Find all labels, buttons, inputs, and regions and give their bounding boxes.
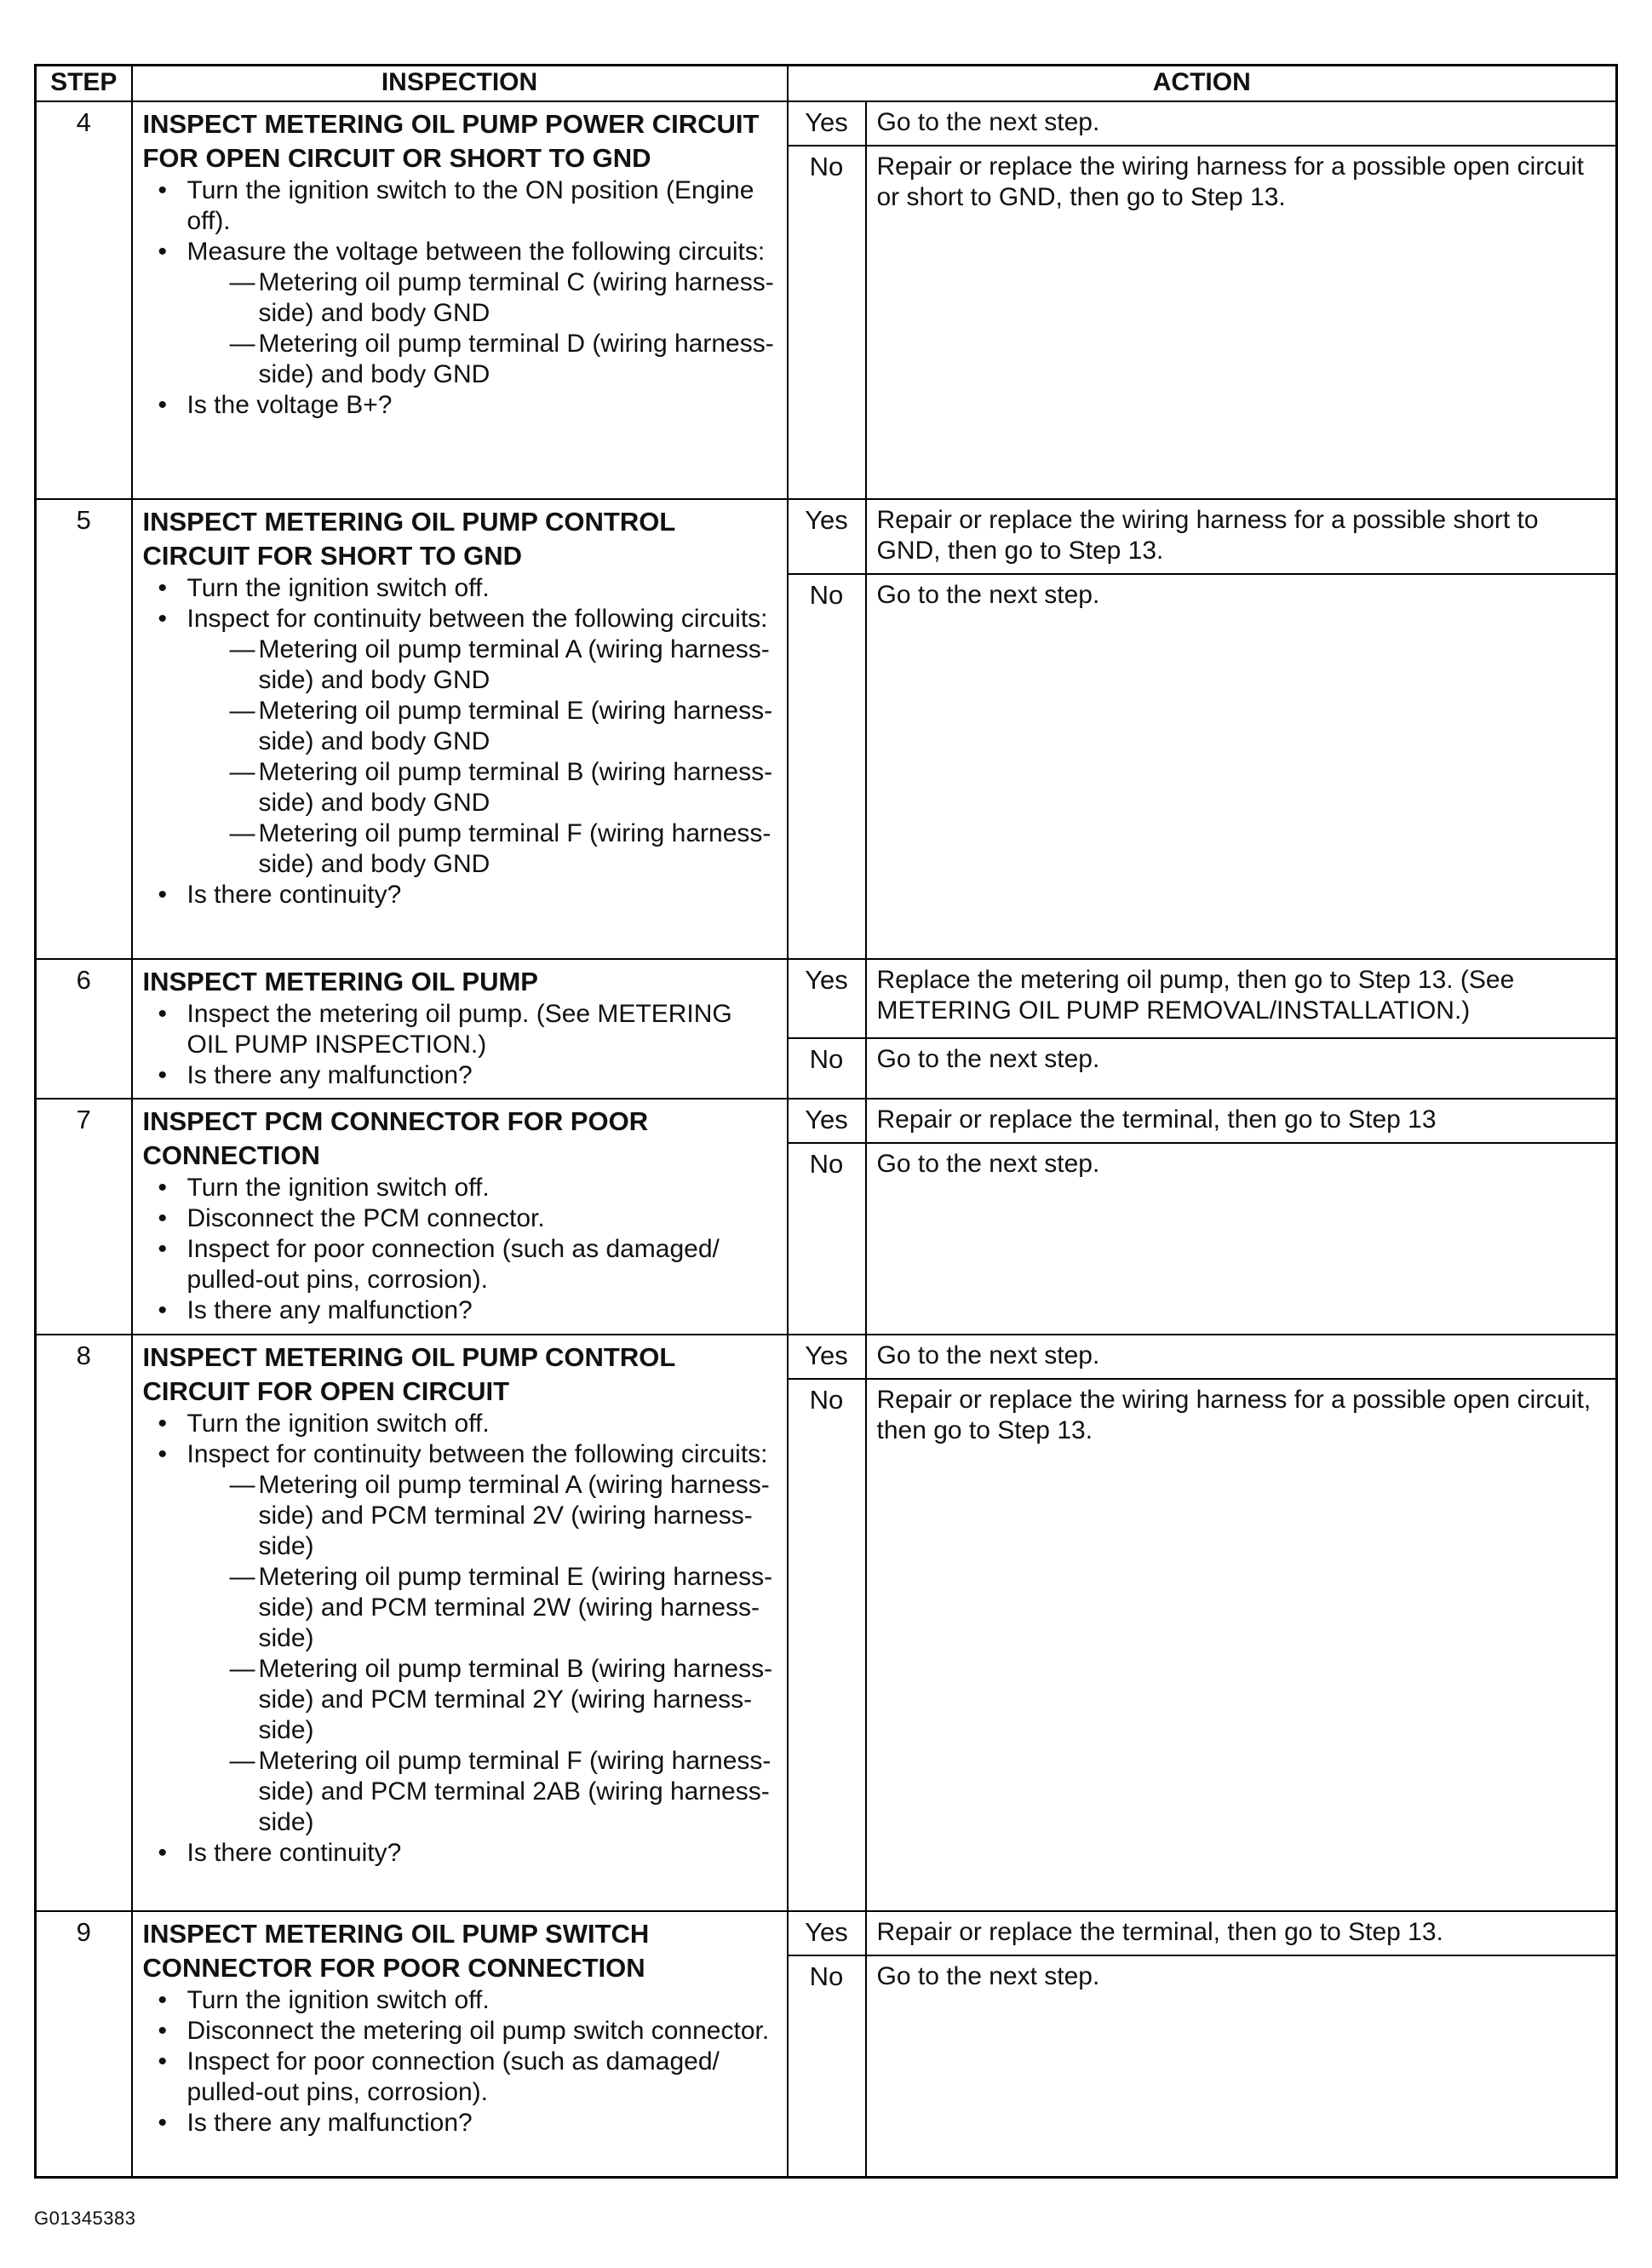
- header-step: STEP: [36, 66, 132, 102]
- check-item: [143, 390, 778, 421]
- check-text: Turn the ignition switch off.: [186, 1410, 490, 1438]
- check-item: [143, 2108, 778, 2139]
- yes-action: Go to the next step.: [866, 101, 1617, 146]
- inspection-title: INSPECT METERING OIL PUMP POWER CIRCUIT FOR OPEN CIRCUIT OR SHORT TO GND: [142, 109, 760, 173]
- step-row: [36, 1911, 1617, 1955]
- check-text: Inspect for poor connection (such as damaged/ pulled-out pins, corrosion).: [186, 2047, 720, 2106]
- step-row: [36, 959, 1617, 1038]
- table-header-row: [36, 66, 1617, 102]
- circuit-item: — Metering oil pump terminal B (wiring harness-side) and body GND: [187, 757, 778, 818]
- no-action: Repair or replace the wiring harness for a possible open circuit or short to GND, then go to Step 13.: [866, 146, 1617, 499]
- check-item: [143, 175, 778, 237]
- check-item: [143, 1985, 778, 2016]
- yes-action: Repair or replace the terminal, then go to Step 13.: [866, 1911, 1617, 1955]
- inspection-cell: [132, 1335, 788, 1911]
- no-label: No: [788, 1143, 866, 1335]
- circuit-item: — Metering oil pump terminal B (wiring harness-side) and PCM terminal 2Y (wiring harness-side): [187, 1654, 778, 1746]
- no-action: Go to the next step.: [866, 1955, 1617, 2177]
- inspection-checklist: [143, 999, 778, 1091]
- check-text: Turn the ignition switch to the ON position (Engine off).: [186, 176, 754, 235]
- check-item: [143, 604, 778, 880]
- yes-label: Yes: [788, 101, 866, 146]
- header-inspection: INSPECTION: [132, 66, 788, 102]
- check-text: Inspect for poor connection (such as damaged/ pulled-out pins, corrosion).: [186, 1235, 720, 1294]
- check-text: Turn the ignition switch off.: [186, 574, 490, 602]
- inspection-title: INSPECT METERING OIL PUMP: [142, 967, 538, 996]
- no-label: No: [788, 1038, 866, 1099]
- inspection-checklist: [143, 1173, 778, 1326]
- check-item: [143, 237, 778, 390]
- circuit-item: — Metering oil pump terminal D (wiring harness-side) and body GND: [187, 329, 778, 390]
- step-number: 9: [36, 1911, 132, 2177]
- no-action: Go to the next step.: [866, 574, 1617, 959]
- step-number: 5: [36, 499, 132, 959]
- diagnostic-table: [34, 64, 1618, 2179]
- figure-code: G01345383: [34, 2208, 136, 2229]
- check-text: Disconnect the PCM connector.: [186, 1204, 545, 1232]
- diagnostic-table-sheet: [34, 64, 1615, 2179]
- check-text: Is there continuity?: [186, 1839, 402, 1867]
- check-item: [143, 2047, 778, 2108]
- inspection-checklist: [143, 175, 778, 421]
- step-number: 7: [36, 1099, 132, 1335]
- no-label: No: [788, 146, 866, 499]
- check-text: Inspect for continuity between the following circuits:: [186, 605, 768, 633]
- step-row: [36, 499, 1617, 574]
- check-text: Turn the ignition switch off.: [186, 1986, 490, 2014]
- check-text: Is the voltage B+?: [186, 391, 393, 419]
- check-item: [143, 1203, 778, 1234]
- circuit-item: — Metering oil pump terminal F (wiring harness-side) and PCM terminal 2AB (wiring harness-side): [187, 1746, 778, 1838]
- inspection-cell: [132, 1911, 788, 2177]
- check-text: Turn the ignition switch off.: [186, 1174, 490, 1202]
- check-text: Is there any malfunction?: [186, 1296, 473, 1324]
- header-action: ACTION: [788, 66, 1617, 102]
- yes-label: Yes: [788, 1911, 866, 1955]
- yes-label: Yes: [788, 959, 866, 1038]
- yes-label: Yes: [788, 1335, 866, 1379]
- step-number: 8: [36, 1335, 132, 1911]
- circuit-item: — Metering oil pump terminal E (wiring harness-side) and PCM terminal 2W (wiring harness-side): [187, 1562, 778, 1654]
- check-item: [143, 1173, 778, 1203]
- check-item: [143, 1838, 778, 1869]
- check-text: Disconnect the metering oil pump switch connector.: [186, 2017, 770, 2045]
- no-label: No: [788, 1379, 866, 1911]
- step-row: [36, 1335, 1617, 1379]
- circuit-item: — Metering oil pump terminal A (wiring harness-side) and PCM terminal 2V (wiring harness-side): [187, 1470, 778, 1562]
- no-action: Go to the next step.: [866, 1143, 1617, 1335]
- no-label: No: [788, 1955, 866, 2177]
- inspection-cell: [132, 1099, 788, 1335]
- yes-action: Go to the next step.: [866, 1335, 1617, 1379]
- circuit-list: [187, 267, 778, 390]
- inspection-title: INSPECT METERING OIL PUMP CONTROL CIRCUIT FOR OPEN CIRCUIT: [142, 1342, 675, 1406]
- inspection-cell: [132, 959, 788, 1099]
- check-text: Measure the voltage between the following circuits:: [186, 238, 766, 266]
- circuit-item: — Metering oil pump terminal F (wiring harness-side) and body GND: [187, 818, 778, 880]
- check-text: Inspect the metering oil pump. (See METERING OIL PUMP INSPECTION.): [186, 1000, 732, 1059]
- check-text: Is there continuity?: [186, 881, 402, 909]
- step-number: 4: [36, 101, 132, 499]
- table-body: [36, 101, 1617, 2177]
- yes-label: Yes: [788, 1099, 866, 1143]
- check-text: Is there any malfunction?: [186, 1061, 473, 1089]
- yes-action: Repair or replace the terminal, then go to Step 13: [866, 1099, 1617, 1143]
- check-item: [143, 1439, 778, 1838]
- check-item: [143, 1295, 778, 1326]
- step-row: [36, 101, 1617, 146]
- circuit-list: [187, 1470, 778, 1838]
- check-item: [143, 880, 778, 910]
- yes-label: Yes: [788, 499, 866, 574]
- circuit-item: — Metering oil pump terminal C (wiring harness-side) and body GND: [187, 267, 778, 329]
- check-item: [143, 1060, 778, 1091]
- yes-action: Replace the metering oil pump, then go to Step 13. (See METERING OIL PUMP REMOVAL/INSTALLATION.): [866, 959, 1617, 1038]
- no-label: No: [788, 574, 866, 959]
- inspection-title: INSPECT PCM CONNECTOR FOR POOR CONNECTION: [142, 1106, 649, 1170]
- inspection-checklist: [143, 1409, 778, 1869]
- check-text: Inspect for continuity between the following circuits:: [186, 1440, 768, 1468]
- circuit-item: — Metering oil pump terminal E (wiring harness-side) and body GND: [187, 696, 778, 757]
- check-text: Is there any malfunction?: [186, 2109, 473, 2137]
- inspection-title: INSPECT METERING OIL PUMP CONTROL CIRCUIT FOR SHORT TO GND: [142, 507, 675, 571]
- step-row: [36, 1099, 1617, 1143]
- inspection-checklist: [143, 1985, 778, 2139]
- check-item: [143, 1234, 778, 1295]
- circuit-list: [187, 634, 778, 880]
- no-action: Repair or replace the wiring harness for a possible open circuit, then go to Step 13.: [866, 1379, 1617, 1911]
- inspection-checklist: [143, 573, 778, 910]
- circuit-item: — Metering oil pump terminal A (wiring harness-side) and body GND: [187, 634, 778, 696]
- check-item: [143, 573, 778, 604]
- yes-action: Repair or replace the wiring harness for a possible short to GND, then go to Step 13.: [866, 499, 1617, 574]
- inspection-title: INSPECT METERING OIL PUMP SWITCH CONNECTOR FOR POOR CONNECTION: [142, 1919, 650, 1983]
- no-action: Go to the next step.: [866, 1038, 1617, 1099]
- check-item: [143, 999, 778, 1060]
- step-number: 6: [36, 959, 132, 1099]
- inspection-cell: [132, 101, 788, 499]
- check-item: [143, 2016, 778, 2047]
- inspection-cell: [132, 499, 788, 959]
- check-item: [143, 1409, 778, 1439]
